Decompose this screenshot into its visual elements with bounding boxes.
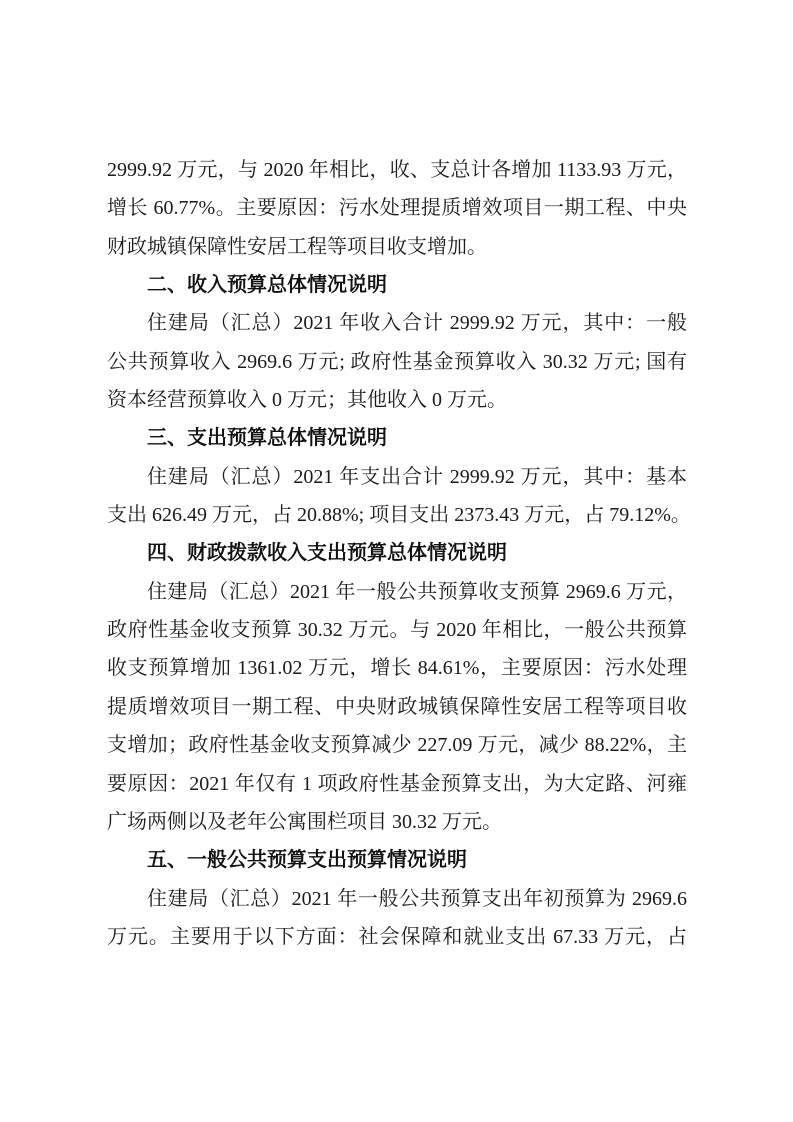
- text-line: 住建局（汇总）2021 年支出合计 2999.92 万元，其中：基本: [147, 465, 687, 488]
- section-heading: 二、收入预算总体情况说明: [147, 274, 387, 297]
- text-line: 广场两侧以及老年公寓围栏项目 30.32 万元。: [107, 810, 502, 833]
- text-line: 公共预算收入 2969.6 万元; 政府性基金预算收入 30.32 万元; 国有: [107, 350, 687, 373]
- section-expenditure-budget: [107, 419, 691, 534]
- text-line: 政府性基金收支预算 30.32 万元。与 2020 年相比，一般公共预算: [107, 619, 687, 642]
- section-general-public-expenditure: [107, 841, 687, 956]
- text-line: 资本经营预算收入 0 万元；其他收入 0 万元。: [107, 389, 507, 412]
- text-line: 财政城镇保障性安居工程等项目收支增加。: [107, 235, 487, 258]
- section-income-budget: [107, 266, 687, 419]
- document-body: [107, 151, 691, 956]
- text-line: 要原因：2021 年仅有 1 项政府性基金预算支出，为大定路、河雍: [107, 772, 687, 795]
- text-line: 增长 60.77%。主要原因：污水处理提质增效项目一期工程、中央: [107, 197, 687, 220]
- text-line: 收支预算增加 1361.02 万元，增长 84.61%，主要原因：污水处理: [107, 657, 687, 680]
- text-line: 万元。主要用于以下方面：社会保障和就业支出 67.33 万元，占: [107, 925, 687, 948]
- text-line: 支出 626.49 万元，占 20.88%; 项目支出 2373.43 万元，占 79.12%。: [107, 504, 691, 527]
- section-heading: 五、一般公共预算支出预算情况说明: [147, 849, 467, 872]
- text-line: 住建局（汇总）2021 年收入合计 2999.92 万元，其中：一般: [147, 312, 687, 335]
- section-fiscal-appropriation: [107, 534, 687, 841]
- text-line: 支增加；政府性基金收支预算减少 227.09 万元，减少 88.22%，主: [107, 734, 687, 757]
- text-line: 住建局（汇总）2021 年一般公共预算收支预算 2969.6 万元，: [147, 580, 687, 603]
- section-heading: 三、支出预算总体情况说明: [147, 427, 387, 450]
- paragraph-intro-continued: [107, 151, 687, 266]
- section-heading: 四、财政拨款收入支出预算总体情况说明: [147, 542, 507, 565]
- text-line: 住建局（汇总）2021 年一般公共预算支出年初预算为 2969.6: [147, 887, 687, 910]
- text-line: 提质增效项目一期工程、中央财政城镇保障性安居工程等项目收: [107, 695, 687, 718]
- text-line: 2999.92 万元，与 2020 年相比，收、支总计各增加 1133.93 万元，: [107, 159, 687, 181]
